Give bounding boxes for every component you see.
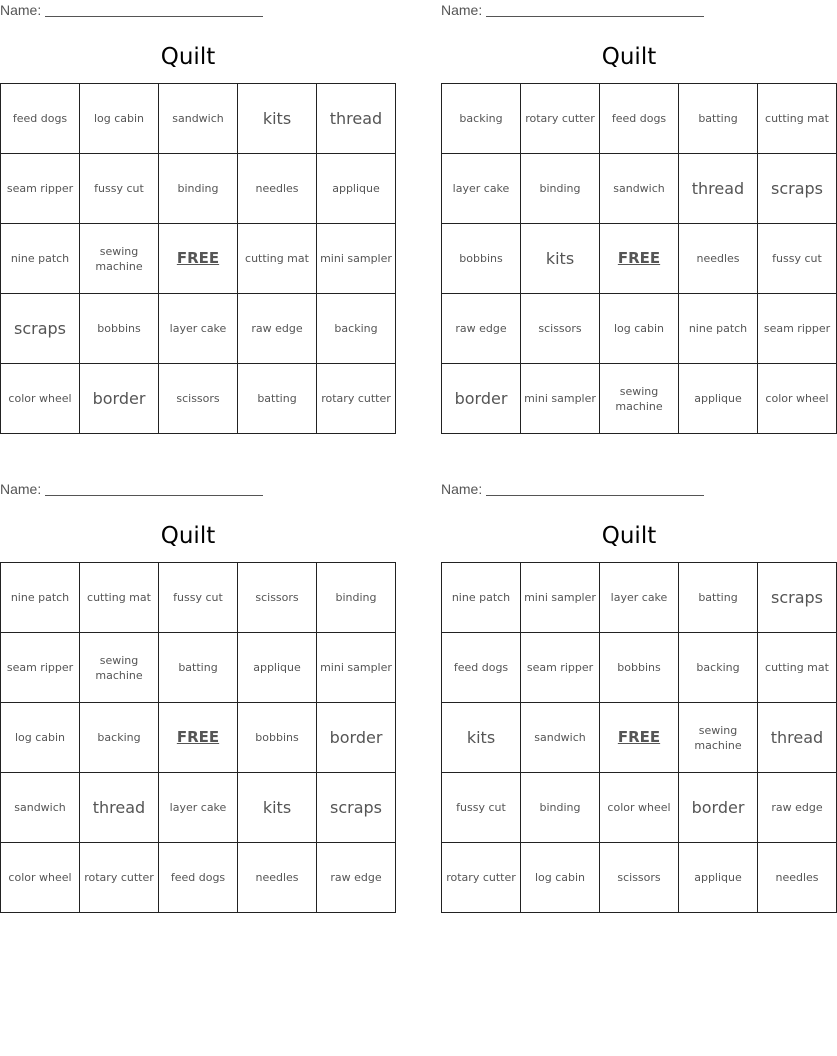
- name-label: Name:: [441, 481, 483, 497]
- bingo-cell: border: [317, 703, 396, 773]
- bingo-cell: needles: [238, 843, 317, 913]
- grid-row: [1, 843, 396, 913]
- bingo-cell: sewing machine: [679, 703, 758, 773]
- bingo-cell: fussy cut: [80, 154, 159, 224]
- name-field: [441, 0, 817, 20]
- card-title: Quilt: [601, 44, 657, 70]
- bingo-cell: scissors: [521, 294, 600, 364]
- bingo-cell: scissors: [159, 364, 238, 434]
- bingo-cell: applique: [679, 364, 758, 434]
- grid-row: [442, 773, 837, 843]
- bingo-cell: mini sampler: [521, 563, 600, 633]
- bingo-grid: [441, 83, 837, 434]
- bingo-cell: nine patch: [442, 563, 521, 633]
- bingo-cell: feed dogs: [1, 84, 80, 154]
- bingo-cell: seam ripper: [1, 633, 80, 703]
- grid-row: [442, 294, 837, 364]
- bingo-cell: backing: [679, 633, 758, 703]
- card-title: Quilt: [160, 44, 216, 70]
- free-space: FREE: [600, 224, 679, 294]
- bingo-cell: seam ripper: [758, 294, 837, 364]
- bingo-cell: batting: [679, 563, 758, 633]
- bingo-cell: rotary cutter: [521, 84, 600, 154]
- free-space: FREE: [159, 224, 238, 294]
- bingo-cell: cutting mat: [238, 224, 317, 294]
- bingo-card: [441, 479, 829, 913]
- bingo-cell: mini sampler: [317, 224, 396, 294]
- bingo-cell: scraps: [317, 773, 396, 843]
- name-field: [441, 479, 817, 499]
- grid-row: [1, 633, 396, 703]
- bingo-cell: border: [80, 364, 159, 434]
- bingo-cell: thread: [758, 703, 837, 773]
- grid-row: [1, 224, 396, 294]
- bingo-cell: rotary cutter: [442, 843, 521, 913]
- bingo-cell: needles: [679, 224, 758, 294]
- bingo-cell: cutting mat: [80, 563, 159, 633]
- card-title: Quilt: [160, 523, 216, 549]
- bingo-cell: feed dogs: [159, 843, 238, 913]
- name-field: [0, 0, 376, 20]
- bingo-cell: nine patch: [679, 294, 758, 364]
- bingo-cell: mini sampler: [317, 633, 396, 703]
- bingo-cell: layer cake: [600, 563, 679, 633]
- bingo-cell: bobbins: [80, 294, 159, 364]
- bingo-cell: bobbins: [600, 633, 679, 703]
- bingo-card: [441, 0, 831, 434]
- bingo-cell: thread: [679, 154, 758, 224]
- bingo-cell: raw edge: [442, 294, 521, 364]
- bingo-cell: layer cake: [159, 294, 238, 364]
- bingo-cell: log cabin: [521, 843, 600, 913]
- name-label: Name:: [441, 2, 483, 18]
- name-label: Name:: [0, 2, 42, 18]
- bingo-cell: sandwich: [159, 84, 238, 154]
- bingo-cell: applique: [238, 633, 317, 703]
- bingo-cell: log cabin: [600, 294, 679, 364]
- bingo-cell: sandwich: [1, 773, 80, 843]
- bingo-cell: fussy cut: [159, 563, 238, 633]
- bingo-cell: needles: [758, 843, 837, 913]
- bingo-cell: backing: [442, 84, 521, 154]
- name-label: Name:: [0, 481, 42, 497]
- bingo-cell: fussy cut: [442, 773, 521, 843]
- bingo-cell: bobbins: [238, 703, 317, 773]
- bingo-cell: nine patch: [1, 563, 80, 633]
- bingo-cell: sewing machine: [80, 633, 159, 703]
- bingo-cell: border: [442, 364, 521, 434]
- bingo-cell: backing: [317, 294, 396, 364]
- bingo-cell: color wheel: [1, 843, 80, 913]
- grid-row: [442, 843, 837, 913]
- bingo-cell: applique: [679, 843, 758, 913]
- free-space: FREE: [600, 703, 679, 773]
- bingo-cell: raw edge: [758, 773, 837, 843]
- bingo-cell: cutting mat: [758, 633, 837, 703]
- grid-row: [1, 154, 396, 224]
- bingo-cell: raw edge: [238, 294, 317, 364]
- name-underline: [486, 16, 704, 17]
- bingo-cell: scraps: [1, 294, 80, 364]
- bingo-cell: scraps: [758, 563, 837, 633]
- bingo-cell: color wheel: [600, 773, 679, 843]
- bingo-cell: thread: [317, 84, 396, 154]
- grid-row: [442, 563, 837, 633]
- bingo-cell: kits: [521, 224, 600, 294]
- bingo-cell: feed dogs: [600, 84, 679, 154]
- bingo-cell: seam ripper: [1, 154, 80, 224]
- name-field: [0, 479, 376, 499]
- name-underline: [45, 495, 263, 496]
- grid-row: [442, 364, 837, 434]
- bingo-cell: seam ripper: [521, 633, 600, 703]
- bingo-cell: scissors: [238, 563, 317, 633]
- grid-row: [1, 773, 396, 843]
- bingo-cell: binding: [159, 154, 238, 224]
- bingo-cell: log cabin: [80, 84, 159, 154]
- bingo-cell: binding: [521, 154, 600, 224]
- bingo-cell: bobbins: [442, 224, 521, 294]
- grid-row: [442, 224, 837, 294]
- card-title: Quilt: [601, 523, 657, 549]
- bingo-cell: kits: [442, 703, 521, 773]
- name-underline: [486, 495, 704, 496]
- bingo-cell: binding: [317, 563, 396, 633]
- bingo-cell: raw edge: [317, 843, 396, 913]
- grid-row: [442, 703, 837, 773]
- bingo-cell: sewing machine: [600, 364, 679, 434]
- bingo-cell: kits: [238, 773, 317, 843]
- grid-row: [1, 563, 396, 633]
- bingo-card: [0, 0, 392, 434]
- grid-row: [1, 703, 396, 773]
- bingo-cell: binding: [521, 773, 600, 843]
- bingo-cell: feed dogs: [442, 633, 521, 703]
- grid-row: [1, 84, 396, 154]
- bingo-cell: needles: [238, 154, 317, 224]
- bingo-grid: [0, 83, 396, 434]
- grid-row: [442, 633, 837, 703]
- grid-row: [442, 84, 837, 154]
- bingo-cell: sewing machine: [80, 224, 159, 294]
- bingo-cell: rotary cutter: [317, 364, 396, 434]
- bingo-cell: layer cake: [159, 773, 238, 843]
- name-underline: [45, 16, 263, 17]
- bingo-cell: color wheel: [1, 364, 80, 434]
- bingo-cell: backing: [80, 703, 159, 773]
- bingo-cell: sandwich: [600, 154, 679, 224]
- bingo-cell: thread: [80, 773, 159, 843]
- bingo-grid: [0, 562, 396, 913]
- grid-row: [442, 154, 837, 224]
- bingo-cell: cutting mat: [758, 84, 837, 154]
- bingo-cell: scissors: [600, 843, 679, 913]
- bingo-cell: kits: [238, 84, 317, 154]
- free-space: FREE: [159, 703, 238, 773]
- bingo-cell: sandwich: [521, 703, 600, 773]
- bingo-cell: batting: [238, 364, 317, 434]
- bingo-cell: border: [679, 773, 758, 843]
- bingo-cell: layer cake: [442, 154, 521, 224]
- grid-row: [1, 364, 396, 434]
- bingo-cell: batting: [679, 84, 758, 154]
- bingo-grid: [441, 562, 837, 913]
- bingo-cell: applique: [317, 154, 396, 224]
- bingo-cell: rotary cutter: [80, 843, 159, 913]
- bingo-cell: nine patch: [1, 224, 80, 294]
- bingo-cell: fussy cut: [758, 224, 837, 294]
- bingo-cell: mini sampler: [521, 364, 600, 434]
- bingo-cell: log cabin: [1, 703, 80, 773]
- grid-row: [1, 294, 396, 364]
- bingo-card: [0, 479, 392, 913]
- bingo-cell: scraps: [758, 154, 837, 224]
- bingo-cell: color wheel: [758, 364, 837, 434]
- bingo-cell: batting: [159, 633, 238, 703]
